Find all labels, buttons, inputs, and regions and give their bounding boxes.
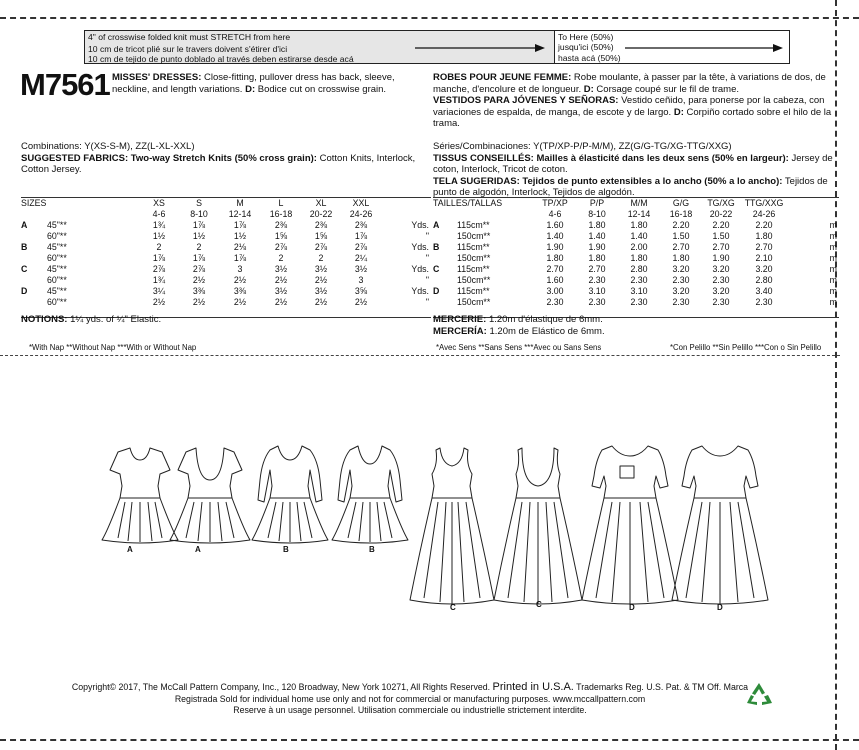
yardage-cell: 3.20 [755, 264, 773, 275]
unit: Yds. [411, 242, 429, 253]
yardage-cell: 3¼ [152, 286, 166, 297]
view-letter: A [433, 220, 440, 231]
size-range: 16-18 [269, 209, 293, 220]
yardage-cell: 3.00 [546, 286, 564, 297]
yardage-cell: 2¼ [354, 253, 368, 264]
yardage-cell: 2⅛ [233, 242, 247, 253]
table-row [19, 286, 431, 297]
view-letter: C [21, 264, 28, 275]
yardage-cell: 2½ [233, 275, 247, 286]
yardage-cell: 3½ [274, 264, 288, 275]
yardage-cell: 1⅞ [354, 231, 368, 242]
view-label-c-back: C [536, 600, 542, 609]
size-heading: TG/XG [707, 198, 735, 209]
sizes-label: TAILLES/TALLAS [433, 198, 503, 209]
unit: " [425, 297, 429, 308]
table-row [431, 231, 839, 242]
yardage-cell: 2 [196, 242, 202, 253]
yardage-cell: 1.40 [546, 231, 564, 242]
view-label-b-back: B [369, 545, 375, 554]
yardage-cell: 1.50 [672, 231, 690, 242]
stretch-arrow-left [415, 43, 545, 53]
table-row [431, 264, 839, 275]
unit: m [829, 220, 837, 231]
yardage-cell: 2⅜ [274, 220, 288, 231]
yardage-cell: 3.20 [712, 286, 730, 297]
yardage-cell: 3 [237, 264, 243, 275]
view-letter: D [433, 286, 440, 297]
unit: m [829, 242, 837, 253]
english-combinations: Combinations: Y(XS-S-M), ZZ(L-XL-XXL) [21, 141, 195, 152]
fabric-width: 115cm** [457, 264, 490, 275]
view-letter: A [21, 220, 28, 231]
pattern-number: M7561 [20, 67, 110, 102]
yardage-cell: 1.50 [712, 231, 730, 242]
yardage-cell: 3.10 [630, 286, 648, 297]
unit: m [829, 231, 837, 242]
yardage-cell: 1⅞ [192, 220, 206, 231]
yardage-cell: 1.80 [630, 253, 648, 264]
size-range: 8-10 [190, 209, 208, 220]
dress-view-c-front [410, 448, 494, 604]
fabric-width: 60"** [47, 231, 67, 242]
yardage-cell: 2.30 [672, 297, 690, 308]
yardage-cell: 2½ [274, 297, 288, 308]
unit: m [829, 297, 837, 308]
view-label-d-back: D [717, 603, 723, 612]
view-letter: D [21, 286, 28, 297]
yardage-cell: 2.80 [630, 264, 648, 275]
yardage-cell: 3⅜ [192, 286, 206, 297]
size-range: 20-22 [309, 209, 333, 220]
yardage-cell: 3½ [314, 264, 328, 275]
size-heading: S [196, 198, 202, 209]
fabric-width: 115cm** [457, 286, 490, 297]
stretch-right-2: jusqu'ici (50%) [558, 42, 614, 53]
size-range: 12-14 [627, 209, 651, 220]
view-letter [431, 275, 451, 286]
footer-line-2: Registrada Sold for individual home use only and not for commercial or manufacturing purposes. www.mccallpattern.com [174, 694, 646, 705]
yardage-cell: 2½ [314, 297, 328, 308]
view-letter [19, 275, 41, 286]
yardage-cell: 3½ [314, 286, 328, 297]
yardage-cell: 2.30 [630, 275, 648, 286]
yardage-table-french [431, 198, 839, 308]
view-letter: B [433, 242, 440, 253]
yardage-cell: 2½ [192, 297, 206, 308]
yardage-cell: 2.70 [672, 242, 690, 253]
yardage-cell: 1.60 [546, 220, 564, 231]
yardage-cell: 2.30 [712, 297, 730, 308]
yardage-cell: 1⅞ [152, 253, 166, 264]
yardage-cell: 1.80 [546, 253, 564, 264]
yardage-cell: 2⅞ [354, 242, 368, 253]
yardage-cell: 3⅝ [354, 286, 368, 297]
view-letter [19, 253, 41, 264]
fold-line [0, 355, 840, 356]
english-fabrics: Combinations: Y(XS-S-M), ZZ(L-XL-XXL) SUGGESTED FABRICS: Two-way Stretch Knits (50% cross grain): Cotton Knits, Interlock, Cotton Jersey. [21, 141, 431, 176]
table-row [19, 231, 431, 242]
yardage-cell: 1.80 [755, 231, 773, 242]
dress-view-d-front [582, 446, 678, 604]
yardage-cell: 2½ [192, 275, 206, 286]
yardage-cell: 1.80 [588, 253, 606, 264]
yardage-cell: 2.20 [672, 220, 690, 231]
table-row [19, 220, 431, 231]
cut-line-bottom [0, 739, 859, 741]
stretch-guide-left [85, 31, 555, 63]
view-letter: B [21, 242, 28, 253]
yardage-cell: 2.30 [588, 275, 606, 286]
yardage-cell: 1⅞ [233, 220, 247, 231]
stretch-arrow-right [625, 43, 785, 53]
fabric-width: 45"** [47, 220, 67, 231]
yardage-cell: 2 [318, 253, 324, 264]
fabric-width: 45"** [47, 242, 67, 253]
mercerie: MERCERIE: 1.20m d'élastique de 6mm. MERCERÍA: 1.20m de Elástico de 6mm. [433, 314, 605, 337]
dress-view-a-back [170, 448, 250, 543]
unit: Yds. [411, 264, 429, 275]
yardage-cell: 1½ [192, 231, 206, 242]
yardage-cell: 2.30 [712, 275, 730, 286]
fr-es-description: ROBES POUR JEUNE FEMME: Robe moulante, à passer par la tête, à variations de dos, de manche, d'encolure et de longueur. D: Corsage coupé sur le fil de trame. VESTIDOS PARA JÓVENES Y SEÑORAS: Vestido ceñido, para ponerse por la cabeza, con variaciones de espalda, de manga, de escote y de largo. D: Corpiño cortado sobre el hilo de la trama. [433, 72, 832, 130]
yardage-cell: 1½ [152, 231, 166, 242]
footer [70, 681, 750, 716]
table-row [431, 286, 839, 297]
fabric-width: 150cm** [457, 231, 491, 242]
yardage-cell: 2⅞ [314, 242, 328, 253]
yardage-cell: 1.90 [712, 253, 730, 264]
table-row [19, 264, 431, 275]
yardage-cell: 2 [278, 253, 284, 264]
dress-view-b-front [252, 446, 328, 543]
view-letter [431, 297, 451, 308]
view-letter [19, 231, 41, 242]
view-letter [431, 231, 451, 242]
view-letter [19, 297, 41, 308]
unit: " [425, 253, 429, 264]
table-row [431, 220, 839, 231]
yardage-cell: 2.20 [712, 220, 730, 231]
yardage-cell: 3½ [274, 286, 288, 297]
size-heading: M [236, 198, 244, 209]
view-label-d-front: D [629, 603, 635, 612]
unit: m [829, 264, 837, 275]
yardage-cell: 2.00 [630, 242, 648, 253]
yardage-cell: 2.30 [546, 297, 564, 308]
dress-view-d-back [672, 446, 768, 604]
fabric-width: 60"** [47, 275, 67, 286]
stretch-line-2: 10 cm de tricot plié sur le travers doivent s'étirer d'ici [88, 43, 288, 54]
yardage-cell: 3.20 [672, 264, 690, 275]
yardage-table-english [19, 198, 431, 308]
yardage-cell: 2.30 [755, 297, 773, 308]
size-header-row [19, 198, 431, 209]
fabric-width: 115cm** [457, 242, 490, 253]
yardage-cell: 1.40 [588, 231, 606, 242]
size-heading: G/G [672, 198, 690, 209]
yardage-cell: 2⅞ [152, 264, 166, 275]
sizes-label: SIZES [21, 198, 47, 209]
size-range: 24-26 [752, 209, 776, 220]
yardage-cell: 3⅜ [233, 286, 247, 297]
yardage-cell: 1⅝ [314, 231, 328, 242]
size-range-row [431, 209, 839, 220]
size-range: 8-10 [588, 209, 606, 220]
size-range: 24-26 [349, 209, 373, 220]
table-row [19, 275, 431, 286]
dress-illustrations [0, 440, 859, 640]
size-heading: TP/XP [542, 198, 568, 209]
yardage-cell: 3½ [354, 264, 368, 275]
cut-line-top [0, 17, 859, 19]
yardage-cell: 2.30 [672, 275, 690, 286]
table-row [431, 242, 839, 253]
size-heading: XL [315, 198, 327, 209]
size-heading: P/P [589, 198, 605, 209]
yardage-cell: 1⅝ [274, 231, 288, 242]
yardage-cell: 2⅞ [192, 264, 206, 275]
english-description: MISSES' DRESSES: Close-fitting, pullover dress has back, sleeve, neckline, and length variations. D: Bodice cut on crosswise grain. [112, 72, 395, 95]
yardage-cell: 1.80 [630, 220, 648, 231]
size-range: 4-6 [548, 209, 562, 220]
size-range-row [19, 209, 431, 220]
table-row [19, 242, 431, 253]
fabric-width: 45"** [47, 286, 67, 297]
yardage-cell: 1¾ [152, 275, 166, 286]
yardage-cell: 3.20 [672, 286, 690, 297]
stretch-line-3: 10 cm de tejido de punto doblado al través deben estirarse desde acá [88, 54, 354, 65]
view-letter [431, 253, 451, 264]
fabric-width: 45"** [47, 264, 67, 275]
size-header-row [431, 198, 839, 209]
unit: m [829, 275, 837, 286]
yardage-cell: 2⅞ [274, 242, 288, 253]
yardage-cell: 1.90 [588, 242, 606, 253]
yardage-cell: 2½ [152, 297, 166, 308]
yardage-cell: 2.70 [755, 242, 773, 253]
table-row [431, 253, 839, 264]
yardage-cell: 2.20 [755, 220, 773, 231]
view-letter: C [433, 264, 440, 275]
size-heading: M/M [630, 198, 648, 209]
yardage-cell: 1.80 [672, 253, 690, 264]
yardage-cell: 2.80 [755, 275, 773, 286]
yardage-cell: 1½ [233, 231, 247, 242]
yardage-cell: 1⅞ [192, 253, 206, 264]
yardage-cell: 2.30 [630, 297, 648, 308]
footer-line-1: Copyright© 2017, The McCall Pattern Company, Inc., 120 Broadway, New York 10271, All Rights Reserved. Printed in U.S.A. Trademarks Reg. U.S. Pat. & TM Off. Marca [71, 681, 749, 693]
yardage-cell: 3 [358, 275, 364, 286]
nap-note-english: *With Nap **Without Nap ***With or Without Nap [29, 343, 197, 352]
size-range: 4-6 [152, 209, 166, 220]
stretch-right-1: To Here (50%) [558, 32, 614, 42]
size-heading: XXL [352, 198, 370, 209]
yardage-cell: 2.10 [755, 253, 773, 264]
yardage-cell: 3.20 [712, 264, 730, 275]
unit: " [425, 231, 429, 242]
table-row [19, 253, 431, 264]
yardage-cell: 2½ [274, 275, 288, 286]
dress-view-a-front [102, 448, 178, 543]
yardage-cell: 3.40 [755, 286, 773, 297]
nap-note-spanish: *Con Pelillo **Sin Pelillo ***Con o Sin Pelillo [670, 343, 822, 352]
fr-es-fabrics: Séries/Combinaciones: Y(TP/XP-P/P-M/M), ZZ(G/G-TG/XG-TTG/XXG) TISSUS CONSEILLÉS: Mailles à élasticité dans les deux sens (50% en largeur): Jersey de coton, Interlock, Tricot de coton. TELA SUGERIDAS: Tejidos de punto extensibles a lo ancho (50% a lo ancho): Tejidos de punto de algodón, Interlock, Tejidos de algodón. [433, 141, 839, 199]
table-row [431, 297, 839, 308]
unit: m [829, 286, 837, 297]
stretch-right-3: hasta acá (50%) [558, 52, 621, 63]
yardage-cell: 2½ [354, 297, 368, 308]
yardage-cell: 1¾ [152, 220, 166, 231]
view-label-a-front: A [127, 545, 133, 554]
yardage-cell: 2.30 [588, 297, 606, 308]
yardage-cell: 2⅜ [314, 220, 328, 231]
size-heading: XS [153, 198, 165, 209]
fabric-width: 60"** [47, 253, 67, 264]
footer-line-3: Reserve à un usage personnel. Utilisation commerciale ou industrielle strictement interdite. [233, 705, 587, 716]
dress-view-b-back [332, 446, 408, 543]
stretch-line-1: 4" of crosswise folded knit must STRETCH from here [88, 32, 291, 42]
yardage-cell: 1⅞ [233, 253, 247, 264]
yardage-cell: 1.90 [546, 242, 564, 253]
unit: Yds. [411, 220, 429, 231]
size-range: 20-22 [709, 209, 733, 220]
fr-es-combinations: Séries/Combinaciones: Y(TP/XP-P/P-M/M), ZZ(G/G-TG/XG-TTG/XXG) [433, 141, 732, 152]
fabric-width: 60"** [47, 297, 67, 308]
fabric-width: 115cm** [457, 220, 490, 231]
view-label-a-back: A [195, 545, 201, 554]
table-row [431, 275, 839, 286]
stretch-guide-right [555, 31, 789, 63]
yardage-cell: 2.70 [588, 264, 606, 275]
dress-view-c-back [494, 448, 582, 604]
fabric-width: 150cm** [457, 297, 491, 308]
notions: NOTIONS: 1¼ yds. of ¼" Elastic. [21, 314, 162, 325]
yardage-cell: 2½ [233, 297, 247, 308]
size-range: 12-14 [228, 209, 252, 220]
yardage-cell: 1.80 [588, 220, 606, 231]
fabric-width: 150cm** [457, 275, 491, 286]
yardage-cell: 3.10 [588, 286, 606, 297]
yardage-cell: 2⅜ [354, 220, 368, 231]
size-heading: L [278, 198, 284, 209]
size-heading: TTG/XXG [744, 198, 784, 209]
table-row [19, 297, 431, 308]
unit: m [829, 253, 837, 264]
unit: Yds. [411, 286, 429, 297]
fabric-width: 150cm** [457, 253, 491, 264]
yardage-cell: 2½ [314, 275, 328, 286]
yardage-cell: 2.70 [546, 264, 564, 275]
nap-note-french: *Avec Sens **Sans Sens ***Avec ou Sans Sens [436, 343, 602, 352]
unit: " [425, 275, 429, 286]
yardage-cell: 2 [156, 242, 162, 253]
recycle-icon [744, 681, 774, 709]
yardage-cell: 1.40 [630, 231, 648, 242]
yardage-cell: 2.70 [712, 242, 730, 253]
view-label-c-front: C [450, 603, 456, 612]
view-label-b-front: B [283, 545, 289, 554]
yardage-cell: 1.60 [546, 275, 564, 286]
size-range: 16-18 [669, 209, 693, 220]
stretch-guide [84, 30, 790, 64]
